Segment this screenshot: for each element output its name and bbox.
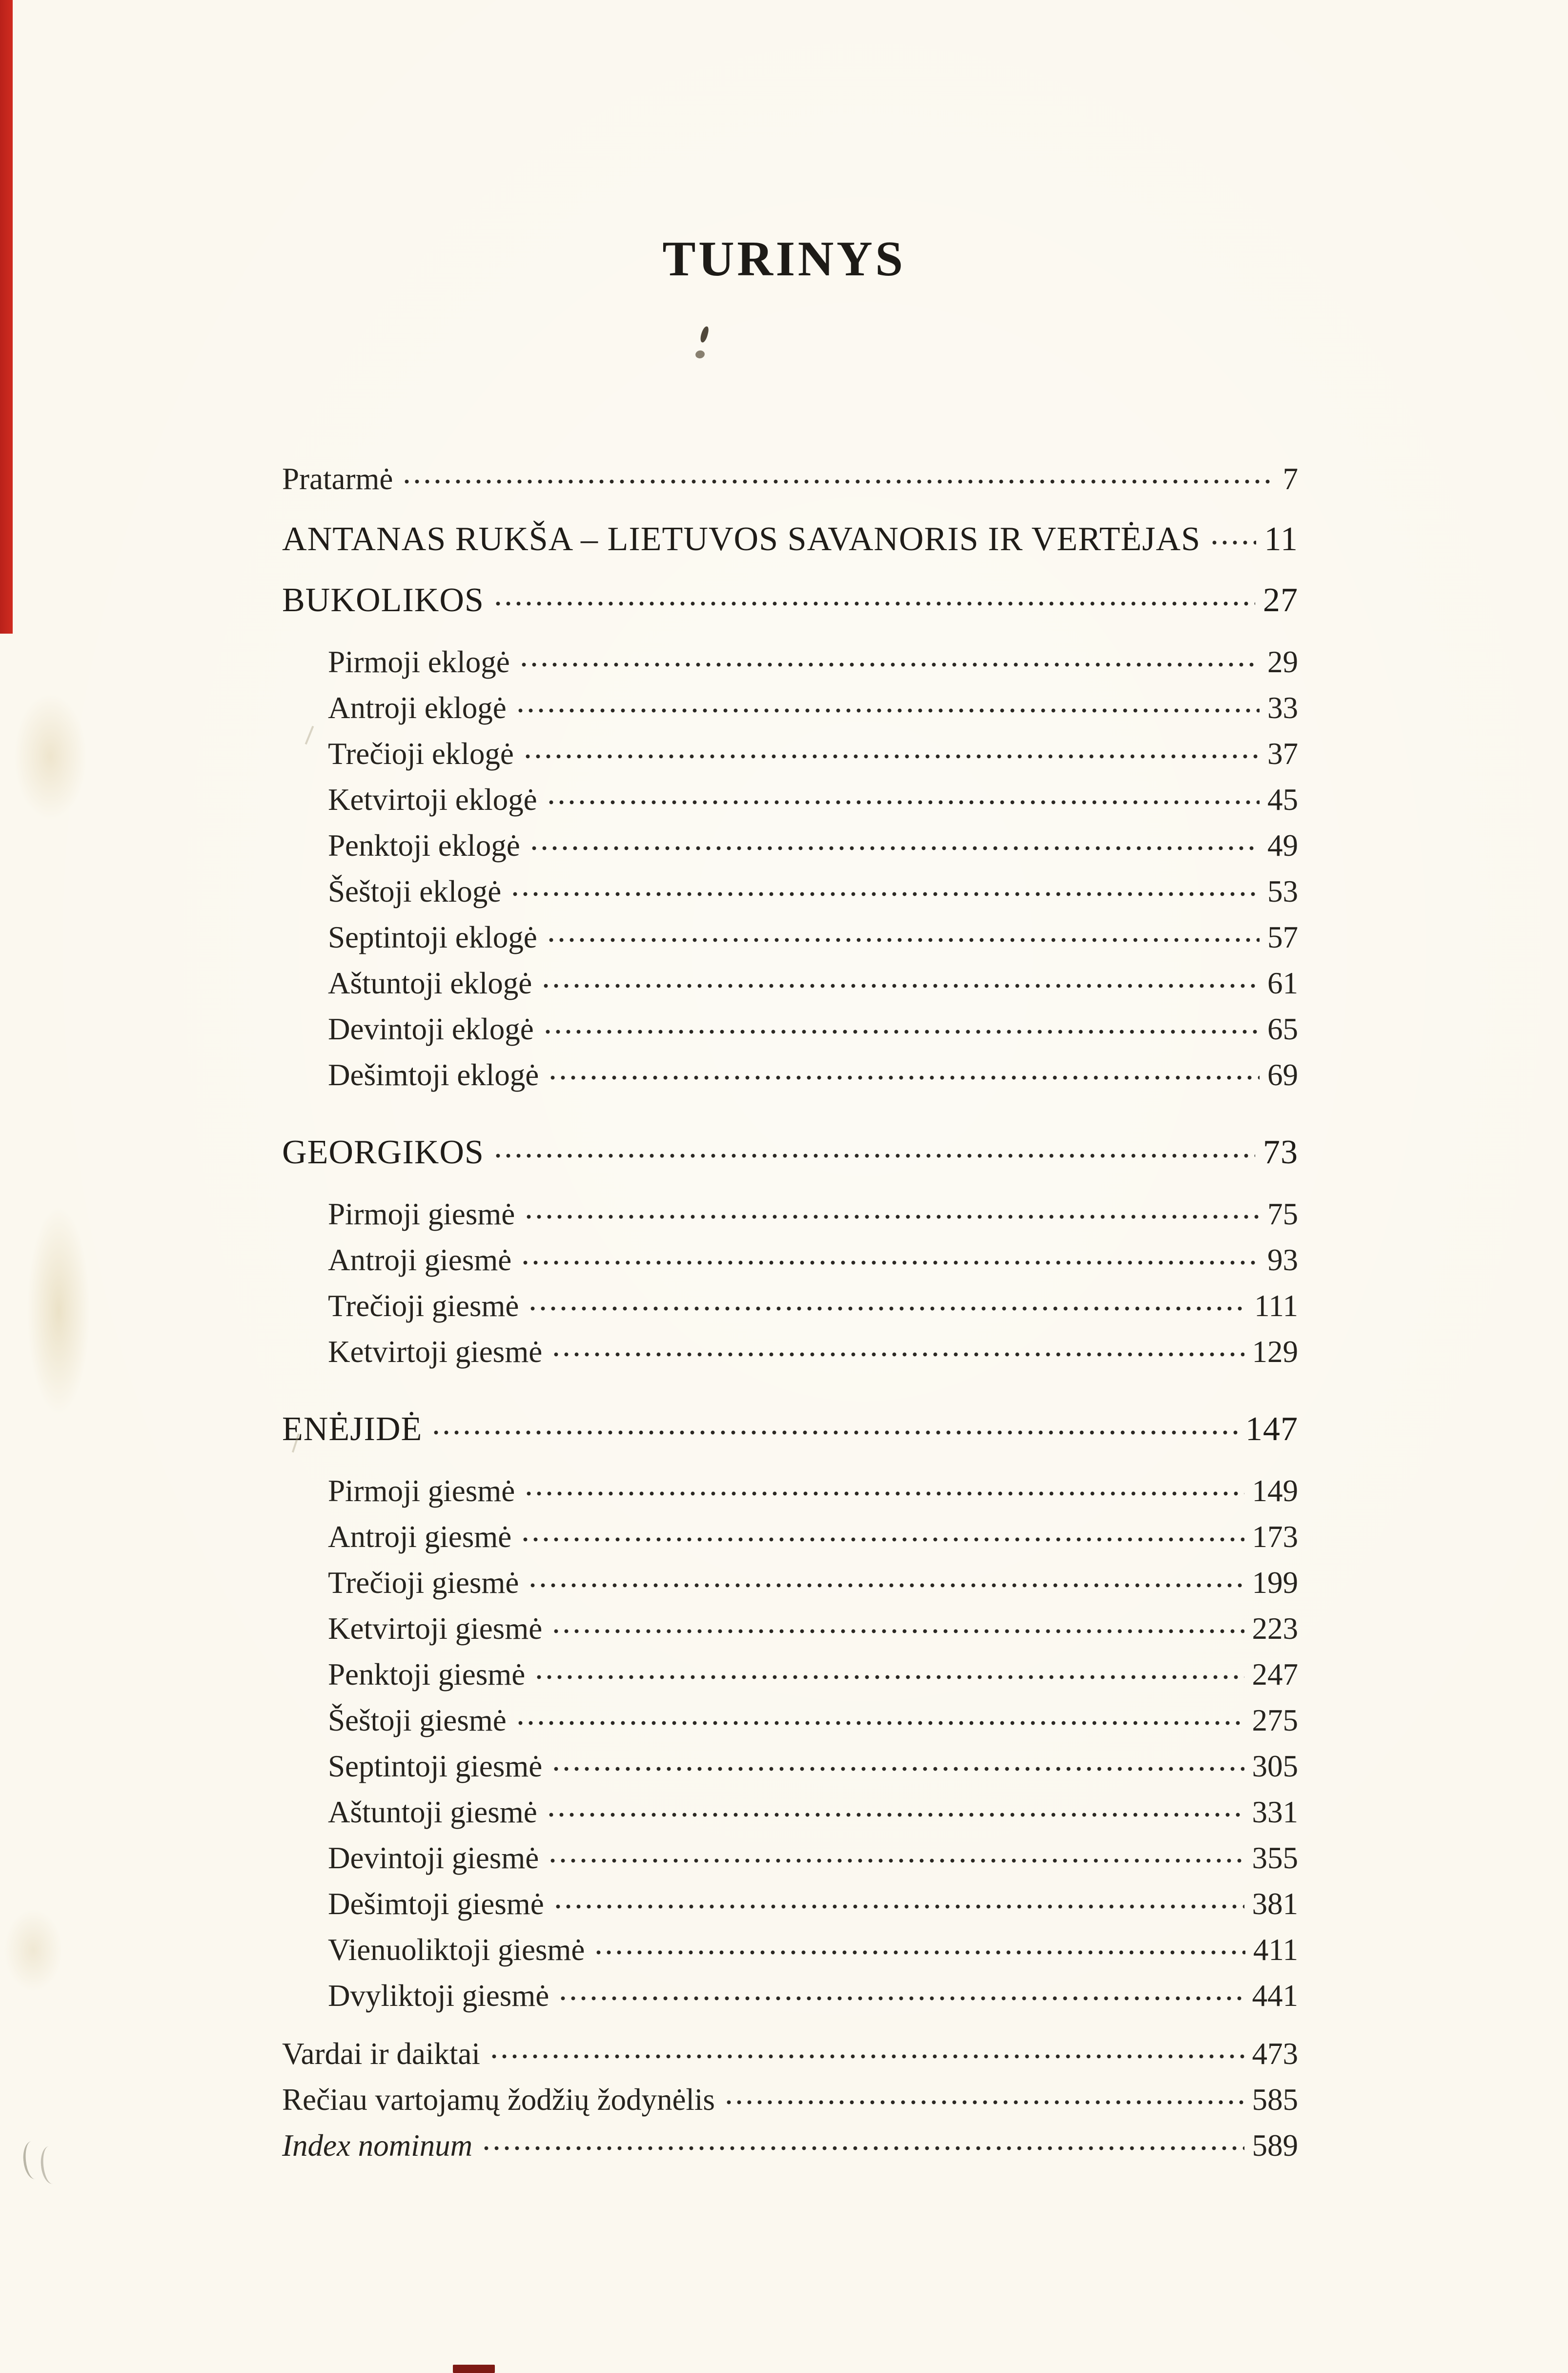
toc-entry-label: BUKOLIKOS [282, 581, 484, 619]
toc-entry-page: 75 [1267, 1197, 1298, 1231]
toc-entry-label: Ketvirtoji giesmė [328, 1335, 543, 1369]
toc-entry-label: GEORGIKOS [282, 1134, 484, 1171]
toc-entry-page: 37 [1267, 737, 1298, 771]
dot-leader [524, 1207, 1260, 1224]
toc-entry [282, 464, 1298, 495]
toc-entry [282, 1060, 1298, 1091]
dot-leader [515, 1713, 1244, 1731]
toc-entry [282, 1337, 1298, 1367]
toc-entry-page: 275 [1252, 1703, 1298, 1737]
toc-entry [282, 1889, 1298, 1919]
toc-entry-page: 27 [1263, 581, 1298, 619]
toc-entry-label: Penktoji giesmė [328, 1657, 526, 1692]
toc-entry-label: Penktoji eklogė [328, 828, 520, 863]
toc-entry [282, 522, 1298, 557]
page-title: TURINYS [662, 231, 906, 287]
toc-entry [282, 876, 1298, 907]
toc-entry-label: Dvyliktoji giesmė [328, 1979, 550, 2013]
toc-entry-page: 45 [1267, 783, 1298, 817]
toc-entry-page: 11 [1264, 520, 1298, 558]
dot-leader [528, 1299, 1246, 1316]
toc-entry [282, 2084, 1298, 2115]
bottom-edge-mark [453, 2365, 495, 2373]
toc-entry [282, 1613, 1298, 1644]
toc-entry-label: Vienuoliktoji giesmė [328, 1933, 585, 1967]
toc-entry-label: Antroji giesmė [328, 1520, 512, 1554]
toc-entry [282, 1935, 1298, 1965]
dot-leader [489, 2046, 1244, 2064]
toc-entry-page: 305 [1252, 1749, 1298, 1783]
toc-entry-page: 129 [1252, 1335, 1298, 1369]
ink-dot-lower [695, 350, 706, 359]
toc-entry-page: 49 [1267, 828, 1298, 863]
toc-entry-page: 223 [1252, 1611, 1298, 1646]
dot-leader [431, 1423, 1238, 1440]
toc-entry-page: 149 [1252, 1474, 1298, 1508]
toc-entry [282, 1659, 1298, 1690]
toc-entry-label: Index nominum [282, 2128, 473, 2163]
toc-entry [282, 922, 1298, 953]
toc-entry-label: Šeštoji eklogė [328, 874, 502, 908]
toc-list [282, 455, 1298, 2161]
toc-entry-label: Trečioji giesmė [328, 1289, 519, 1323]
toc-entry-page: 199 [1252, 1566, 1298, 1600]
toc-entry-label: Antroji eklogė [328, 691, 507, 725]
dot-leader [1209, 533, 1256, 550]
toc-entry [282, 1412, 1298, 1446]
toc-entry [282, 1199, 1298, 1230]
toc-entry-label: Rečiau vartojamų žodžių žodynėlis [282, 2083, 715, 2117]
toc-entry [282, 1245, 1298, 1276]
dot-leader [551, 1621, 1244, 1639]
dot-leader [493, 594, 1255, 611]
toc-entry-page: 65 [1267, 1012, 1298, 1046]
toc-entry [282, 1522, 1298, 1552]
toc-entry-page: 585 [1252, 2083, 1298, 2117]
scan-red-strip [0, 0, 13, 634]
toc-entry-label: Ketvirtoji eklogė [328, 783, 537, 817]
toc-entry-label: Aštuntoji eklogė [328, 966, 532, 1000]
toc-entry [282, 1135, 1298, 1170]
paper-stain [27, 1206, 90, 1416]
dot-leader [543, 1022, 1260, 1039]
toc-entry-page: 7 [1283, 462, 1298, 496]
ink-dot-upper [699, 326, 710, 343]
toc-entry [282, 830, 1298, 861]
toc-entry-label: Antroji giesmė [328, 1243, 512, 1277]
dot-leader [519, 655, 1260, 672]
toc-entry [282, 1705, 1298, 1736]
toc-entry-page: 29 [1267, 645, 1298, 679]
toc-entry-label: Dešimtoji giesmė [328, 1887, 544, 1921]
toc-entry-page: 173 [1252, 1520, 1298, 1554]
toc-entry-label: Aštuntoji giesmė [328, 1795, 537, 1829]
toc-entry-label: Šeštoji giesmė [328, 1703, 507, 1737]
toc-entry-label: Dešimtoji eklogė [328, 1058, 539, 1092]
dot-leader [520, 1253, 1260, 1270]
toc-entry-label: Pirmoji giesmė [328, 1474, 515, 1508]
pencil-arc-mark [39, 2145, 63, 2185]
toc-entry [282, 968, 1298, 999]
toc-entry-label: Vardai ir daiktai [282, 2037, 480, 2071]
toc-entry-page: 73 [1263, 1134, 1298, 1171]
toc-entry-page: 331 [1252, 1795, 1298, 1829]
toc-entry [282, 2039, 1298, 2069]
dot-leader [534, 1667, 1244, 1685]
toc-entry [282, 739, 1298, 769]
toc-entry [282, 1476, 1298, 1506]
toc-entry-label: Septintoji eklogė [328, 920, 537, 954]
toc-entry [282, 1751, 1298, 1782]
toc-entry-page: 355 [1252, 1841, 1298, 1875]
toc-entry-label: Pirmoji giesmė [328, 1197, 515, 1231]
toc-entry-page: 33 [1267, 691, 1298, 725]
toc-entry [282, 2130, 1298, 2161]
dot-leader [524, 1484, 1244, 1501]
toc-entry-label: Trečioji giesmė [328, 1566, 519, 1600]
toc-entry-label: Devintoji eklogė [328, 1012, 534, 1046]
dot-leader [529, 838, 1260, 856]
paper-stain [14, 693, 87, 820]
dot-leader [548, 1851, 1244, 1868]
toc-entry-page: 69 [1267, 1058, 1298, 1092]
toc-entry [282, 1291, 1298, 1321]
toc-entry-label: Ketvirtoji giesmė [328, 1611, 543, 1646]
dot-leader [523, 746, 1260, 764]
toc-entry [282, 1014, 1298, 1045]
dot-leader [558, 1988, 1244, 2006]
toc-entry-label: Trečioji eklogė [328, 737, 514, 771]
toc-entry-label: Devintoji giesmė [328, 1841, 539, 1875]
dot-leader [515, 701, 1260, 718]
toc-entry-label: ANTANAS RUKŠA – LIETUVOS SAVANORIS IR VERTĖJAS [282, 520, 1201, 558]
dot-leader [724, 2092, 1244, 2110]
dot-leader [551, 1759, 1244, 1776]
paper-stain [4, 1909, 62, 1992]
toc-entry-label: Pirmoji eklogė [328, 645, 510, 679]
toc-entry [282, 693, 1298, 723]
toc-entry [282, 1843, 1298, 1874]
toc-entry-page: 93 [1267, 1243, 1298, 1277]
toc-entry [282, 583, 1298, 618]
toc-entry-label: ENĖJIDĖ [282, 1410, 423, 1448]
toc-entry-page: 411 [1253, 1933, 1298, 1967]
dot-leader [548, 1068, 1260, 1085]
toc-entry-page: 473 [1252, 2037, 1298, 2071]
toc-entry-page: 61 [1267, 966, 1298, 1000]
dot-leader [510, 884, 1260, 902]
toc-entry [282, 1981, 1298, 2011]
toc-entry-label: Septintoji giesmė [328, 1749, 543, 1783]
dot-leader [402, 472, 1275, 489]
toc-entry-page: 589 [1252, 2128, 1298, 2163]
dot-leader [546, 930, 1260, 948]
toc-entry-label: Pratarmė [282, 462, 393, 496]
toc-entry [282, 784, 1298, 815]
dot-leader [593, 1942, 1245, 1960]
dot-leader [520, 1529, 1244, 1547]
dot-leader [528, 1575, 1244, 1593]
dot-leader [546, 792, 1260, 810]
toc-entry [282, 647, 1298, 678]
toc-entry-page: 111 [1254, 1289, 1298, 1323]
toc-entry-page: 147 [1245, 1410, 1298, 1448]
dot-leader [541, 976, 1260, 993]
ink-smudge-mark [695, 326, 717, 371]
toc-entry [282, 1797, 1298, 1828]
dot-leader [493, 1146, 1255, 1163]
dot-leader [553, 1897, 1244, 1914]
toc-entry [282, 1568, 1298, 1598]
toc-entry-page: 381 [1252, 1887, 1298, 1921]
dot-leader [546, 1805, 1244, 1822]
toc-entry-page: 57 [1267, 920, 1298, 954]
dot-leader [481, 2138, 1244, 2156]
toc-entry-page: 53 [1267, 874, 1298, 908]
toc-entry-page: 441 [1252, 1979, 1298, 2013]
toc-entry-page: 247 [1252, 1657, 1298, 1692]
dot-leader [551, 1344, 1244, 1362]
